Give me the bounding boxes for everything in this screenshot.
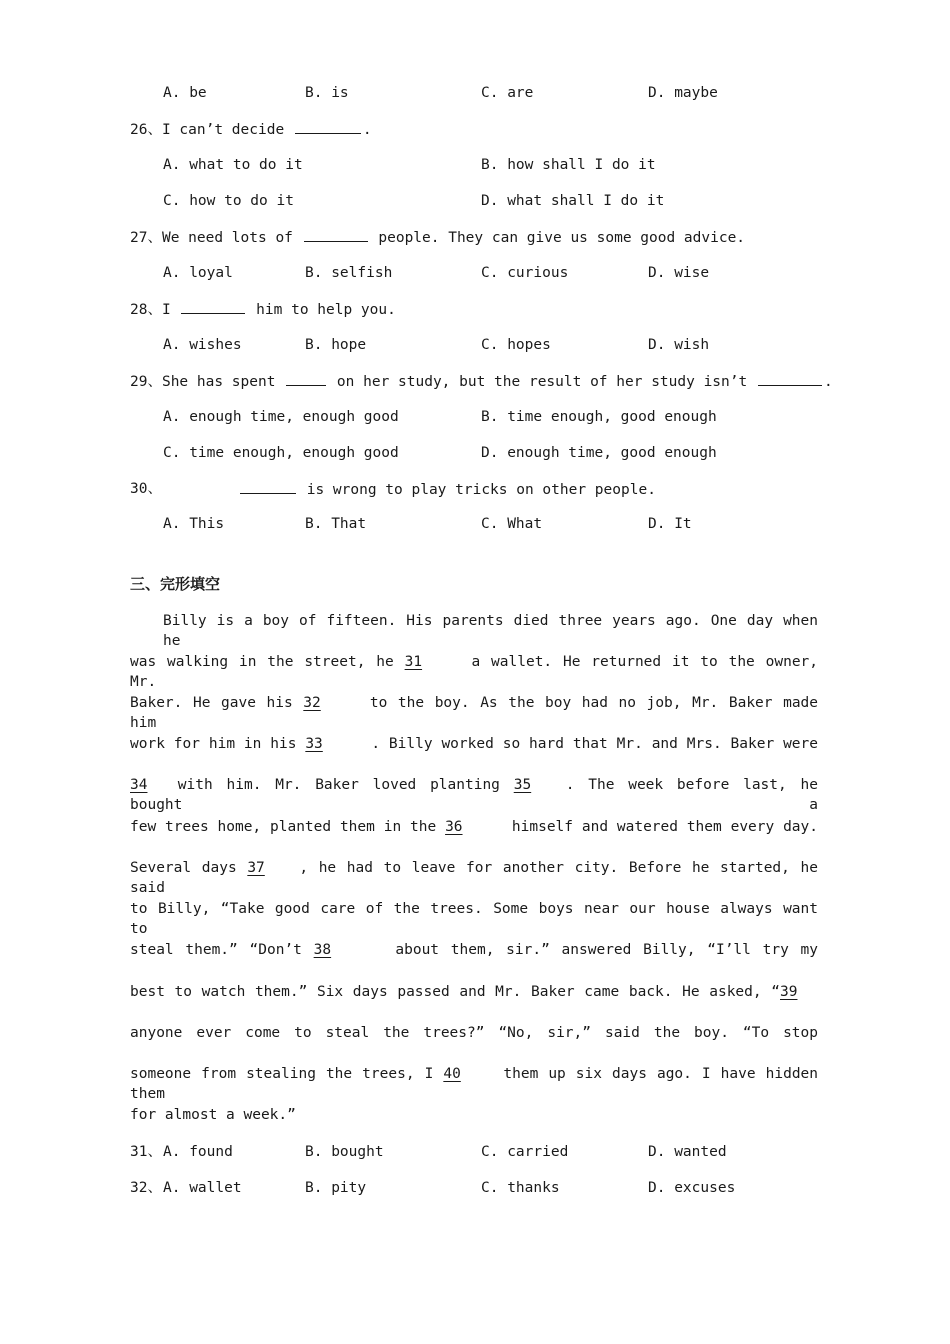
q29-option-b: B. time enough, good enough: [481, 409, 717, 425]
blank-40: 40: [443, 1066, 461, 1082]
q28-blank: [181, 299, 245, 314]
q31-option-d: D. wanted: [648, 1144, 727, 1160]
q32-option-c: C. thanks: [481, 1180, 560, 1196]
q28-option-a: A. wishes: [163, 337, 242, 353]
blank-39: 39: [780, 984, 798, 1000]
q28-text-after: him to help you.: [247, 302, 396, 318]
q27-number: 27、: [130, 230, 162, 246]
passage-line-7: Several days 37 , he had to leave for another city. Before he started, he said: [130, 860, 818, 896]
q26-text-before: I can’t decide: [161, 122, 293, 138]
q28-option-b: B. hope: [305, 337, 367, 353]
q27-option-c: C. curious: [481, 265, 569, 281]
passage-line-11: anyone ever come to steal the trees?” “No, sir,” said the boy. “To stop: [130, 1025, 818, 1041]
passage-line-10: best to watch them.” Six days passed and Mr. Baker came back. He asked, “39: [130, 982, 818, 1002]
q26-number: 26、: [130, 122, 162, 138]
blank-38: 38: [313, 942, 332, 958]
q26-text-after: .: [362, 122, 372, 138]
blank-32: 32: [303, 695, 321, 711]
q29-blank-2: [758, 371, 822, 386]
q28-number: 28、: [130, 302, 162, 318]
q28-text-before: I: [161, 302, 180, 318]
q27-stem: [130, 227, 745, 248]
q29-stem: [130, 371, 833, 392]
section-heading-cloze: 三、完形填空: [130, 575, 221, 593]
passage-line-12: someone from stealing the trees, I 40 them up six days ago. I have hidden them: [130, 1066, 819, 1102]
q25-option-d: D. maybe: [648, 85, 718, 101]
q30-stem: [240, 479, 656, 500]
passage-line-6: few trees home, planted them in the 36 himself and watered them every day.: [130, 819, 818, 835]
q32-option-a: A. wallet: [163, 1180, 242, 1196]
q25-option-b: B. is: [305, 85, 349, 101]
q30-blank: [240, 479, 296, 494]
q30-option-b: B. That: [305, 516, 367, 532]
q29-text-after: .: [823, 374, 833, 390]
q29-option-c: C. time enough, enough good: [163, 445, 399, 461]
q32-option-b: B. pity: [305, 1180, 367, 1196]
blank-31: 31: [404, 654, 423, 670]
q25-option-c: C. are: [481, 85, 534, 101]
q31-option-b: B. bought: [305, 1144, 384, 1160]
q26-option-a: A. what to do it: [163, 157, 303, 173]
q30-text-after: is wrong to play tricks on other people.: [298, 482, 656, 498]
q29-text-before: She has spent: [161, 374, 285, 390]
q30-option-a: A. This: [163, 516, 225, 532]
q32-option-d: D. excuses: [648, 1180, 736, 1196]
passage-line-13: for almost a week.”: [130, 1107, 296, 1123]
q31-option-a: A. found: [163, 1144, 233, 1160]
q29-text-middle: on her study, but the result of her study isn’t: [328, 374, 756, 390]
q26-stem: [130, 119, 372, 140]
q31-option-c: C. carried: [481, 1144, 569, 1160]
blank-37: 37: [247, 860, 265, 876]
q28-option-d: D. wish: [648, 337, 710, 353]
q26-option-c: C. how to do it: [163, 193, 294, 209]
q28-option-c: C. hopes: [481, 337, 551, 353]
q31-number: 31、: [130, 1144, 162, 1160]
q30-option-d: D. It: [648, 516, 692, 532]
q26-option-d: D. what shall I do it: [481, 193, 665, 209]
passage-line-9: steal them.” “Don’t 38 about them, sir.” answered Billy, “I’ll try my: [130, 942, 819, 958]
passage-line-5: 34 with him. Mr. Baker loved planting 35 . The week before last, he bought a: [130, 777, 818, 813]
blank-33: 33: [305, 736, 323, 752]
q26-option-b: B. how shall I do it: [481, 157, 656, 173]
q27-option-a: A. loyal: [163, 265, 233, 281]
q25-option-a: A. be: [163, 85, 207, 101]
q32-number: 32、: [130, 1180, 162, 1196]
q28-stem: [130, 299, 396, 320]
q27-text-after: people. They can give us some good advice.: [369, 230, 746, 246]
passage-line-1: Billy is a boy of fifteen. His parents died three years ago. One day when he: [163, 613, 818, 649]
blank-35: 35: [513, 777, 532, 793]
q30-number: 30、: [130, 481, 162, 497]
q29-option-d: D. enough time, good enough: [481, 445, 717, 461]
q27-option-d: D. wise: [648, 265, 710, 281]
q29-blank-1: [286, 371, 326, 386]
q27-text-before: We need lots of: [161, 230, 302, 246]
passage-line-8: to Billy, “Take good care of the trees. Some boys near our house always want to: [130, 901, 818, 937]
passage-line-4: work for him in his 33 . Billy worked so hard that Mr. and Mrs. Baker were: [130, 736, 818, 752]
passage-line-2: was walking in the street, he 31 a wallet. He returned it to the owner, Mr.: [130, 654, 819, 690]
q29-option-a: A. enough time, enough good: [163, 409, 399, 425]
blank-36: 36: [445, 819, 463, 835]
q26-blank: [295, 119, 361, 134]
blank-34: 34: [130, 777, 148, 793]
q27-option-b: B. selfish: [305, 265, 393, 281]
passage-line-3: Baker. He gave his 32 to the boy. As the boy had no job, Mr. Baker made him: [130, 695, 819, 731]
q30-option-c: C. What: [481, 516, 543, 532]
q29-number: 29、: [130, 374, 162, 390]
q27-blank: [304, 227, 368, 242]
